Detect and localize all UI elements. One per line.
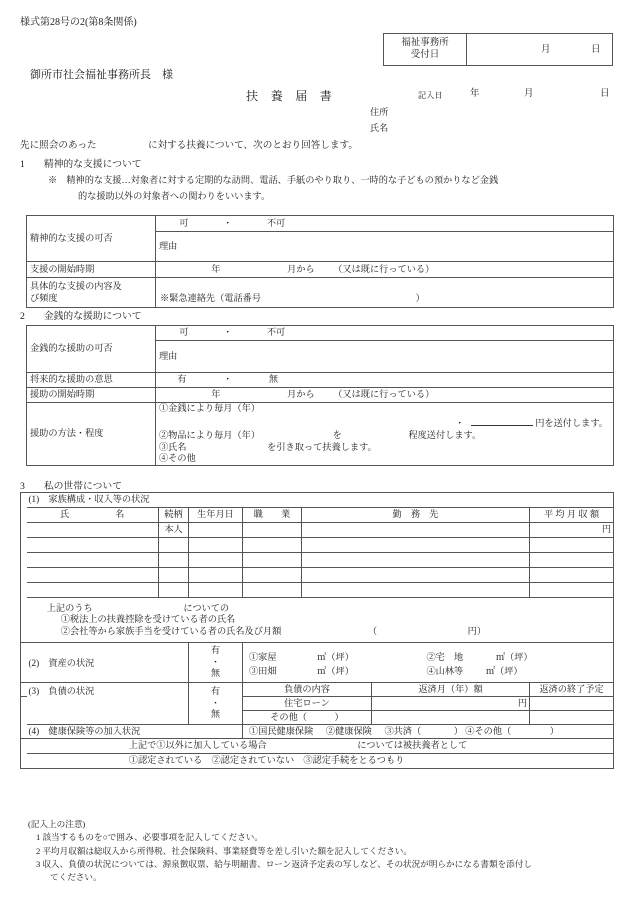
- emergency-contact-label: [160, 294, 425, 303]
- col-header-relation: 続柄: [159, 508, 189, 523]
- aid-method-3-tail: を引き取って扶養します。: [267, 441, 377, 452]
- aid-method-2-text: ②物品により毎月（年）: [159, 430, 261, 440]
- among-above-item2-paren: （: [367, 625, 378, 636]
- future-support-label: 将来的な援助の意思: [27, 373, 156, 388]
- start-year-label: 年: [211, 263, 221, 274]
- table-row: [21, 643, 614, 683]
- aid-method-1[interactable]: [159, 403, 610, 415]
- receipt-date-label-line1: 福祉事務所: [401, 37, 449, 48]
- debt-row1-amount[interactable]: 円: [372, 697, 530, 711]
- entry-date-label: 記入日: [418, 91, 443, 100]
- insurance-line3-text: ①認定されている ②認定されていない ③認定手続をとるつもり: [128, 755, 405, 766]
- cell-income[interactable]: [530, 583, 614, 598]
- table-row: [21, 725, 614, 739]
- entry-year-label: 年: [470, 89, 480, 99]
- col-header-birthdate: 生年月日: [189, 508, 243, 523]
- reason-label: 理由: [159, 240, 178, 251]
- cell-income[interactable]: [530, 538, 614, 553]
- aid-method-1-amount-line[interactable]: [159, 416, 610, 430]
- col-header-employer: 勤 務 先: [302, 508, 530, 523]
- section1-heading: [20, 160, 142, 170]
- table-row: [21, 739, 614, 754]
- cell-birthdate[interactable]: [189, 538, 243, 553]
- section3-heading: [20, 482, 122, 492]
- section1-number: 1: [20, 159, 25, 170]
- aid-method-label: 援助の方法・程度: [27, 403, 156, 466]
- aid-amount-dot: ・: [455, 417, 465, 428]
- spiritual-support-availability-label: 精神的な支援の可否: [27, 216, 156, 262]
- among-above-block[interactable]: [27, 598, 614, 643]
- cell-relation[interactable]: [159, 538, 189, 553]
- cell-job[interactable]: [243, 583, 302, 598]
- insurance-opt4[interactable]: ④その他（: [465, 725, 512, 736]
- insurance-line2-b: については被扶養者として: [357, 740, 468, 751]
- table-row: [27, 373, 614, 388]
- aid-method-3[interactable]: [159, 442, 610, 454]
- asset-land-label: ②宅 地: [426, 651, 464, 662]
- col-header-job: 職 業: [243, 508, 302, 523]
- aid-start-label: 援助の開始時期: [27, 388, 156, 403]
- support-detail-label-line2: び頻度: [30, 292, 58, 303]
- table-row: [27, 216, 614, 232]
- asset-house-label: ①家屋: [249, 651, 277, 662]
- future-dot: ・: [223, 374, 233, 385]
- cell-name[interactable]: [27, 553, 159, 568]
- section1-table: [26, 215, 614, 308]
- start-already-label[interactable]: （又は既に行っている）: [333, 263, 435, 274]
- choice-yes[interactable]: 可: [179, 327, 189, 338]
- footer-note-3: 3 収入、負債の状況については、源泉徴収票、給与明細書、ローン返済予定表の写しなど、その状況が明らかになる書類を添付し: [36, 858, 532, 869]
- aid-method-3-text: ③氏名: [159, 441, 187, 452]
- aid-start-cell[interactable]: [156, 388, 614, 403]
- sub1-title: (1) 家族構成・収入等の状況: [27, 493, 614, 508]
- emergency-contact-close: ）: [415, 292, 425, 303]
- future-no[interactable]: 無: [268, 374, 279, 385]
- cell-employer[interactable]: [302, 568, 530, 583]
- among-above-item2-text: ②会社等から家族手当を受けている者の氏名及び月額: [60, 625, 282, 636]
- insurance-line2-a: 上記で①以外に加入している場合: [128, 740, 267, 751]
- financial-support-availability-label: 金銭的な援助の可否: [27, 326, 156, 373]
- cell-job[interactable]: [243, 553, 302, 568]
- section1-note-line2: 的な援助以外の対象者への関わりをいいます。: [78, 191, 271, 201]
- insurance-options-cell[interactable]: [243, 725, 614, 739]
- table-row: [21, 754, 614, 769]
- cell-job[interactable]: [243, 523, 302, 538]
- aid-method-1-tail: 円を送付します。: [535, 417, 608, 428]
- insurance-opt3[interactable]: ③共済（: [384, 725, 422, 736]
- assets-detail-cell[interactable]: [243, 643, 614, 683]
- spiritual-support-choice-cell[interactable]: [156, 216, 614, 232]
- assets-yes[interactable]: 有: [210, 645, 221, 656]
- table-row: [21, 568, 614, 583]
- receipt-date-fields[interactable]: [467, 34, 612, 65]
- support-detail-label: [27, 278, 156, 308]
- cell-job[interactable]: [243, 568, 302, 583]
- cell-employer[interactable]: [302, 583, 530, 598]
- aid-method-cell[interactable]: [156, 403, 614, 466]
- footer-notes-title: (記入上の注意): [28, 819, 86, 829]
- debt-row2-amount[interactable]: [372, 711, 530, 725]
- debt-row1-content[interactable]: 住宅ローン: [243, 697, 372, 711]
- section3-number: 3: [20, 481, 25, 492]
- table-row: [21, 598, 614, 643]
- support-detail-cell[interactable]: [156, 278, 614, 308]
- asset-house-unit: ㎡（坪）: [317, 651, 354, 662]
- debt-row2-content[interactable]: その他（ ）: [243, 711, 372, 725]
- start-month-label: 月から: [287, 263, 315, 274]
- aid-method-4-text: ④その他: [159, 453, 196, 463]
- table-row: [21, 523, 614, 538]
- section1-title: 精神的な支援について: [43, 159, 142, 170]
- assets-yes-no-cell[interactable]: [189, 643, 243, 683]
- table-row: [21, 583, 614, 598]
- financial-support-choice-cell[interactable]: [156, 326, 614, 341]
- choice-no[interactable]: 不可: [266, 327, 286, 338]
- start-already-label[interactable]: （又は既に行っている）: [333, 389, 435, 400]
- among-above-item1-text: ①税法上の扶養控除を受けている者の氏名: [60, 614, 236, 625]
- assets-no[interactable]: 無: [210, 668, 221, 679]
- entry-month-label: 月: [524, 89, 534, 99]
- future-yes[interactable]: 有: [177, 374, 187, 385]
- debt-col-repayment: 返済月（年）額: [372, 683, 530, 697]
- cell-relation[interactable]: [159, 553, 189, 568]
- cell-name[interactable]: [27, 583, 159, 598]
- debt-col-end: 返済の終了予定: [530, 683, 614, 697]
- cell-name[interactable]: [27, 568, 159, 583]
- debt-row1-end[interactable]: [530, 697, 614, 711]
- among-above-item2-yen: 円）: [467, 625, 487, 636]
- cell-relation[interactable]: 本人: [159, 523, 189, 538]
- aid-amount-blank[interactable]: [471, 416, 533, 426]
- cell-job[interactable]: [243, 538, 302, 553]
- table-row: [21, 538, 614, 553]
- asset-field-unit: ㎡（坪）: [317, 666, 354, 676]
- sub2-title: (2) 資産の状況: [27, 643, 189, 683]
- footer-note-2: 2 平均月収額は総収入から所得税、社会保険料、事業経費等を差し引いた額を記入してください。: [36, 845, 412, 856]
- cell-employer[interactable]: [302, 553, 530, 568]
- cell-employer[interactable]: [302, 523, 530, 538]
- cell-birthdate[interactable]: [189, 583, 243, 598]
- debt-col-content: 負債の内容: [243, 683, 372, 697]
- table-row: [27, 262, 614, 278]
- table-row: [27, 388, 614, 403]
- emergency-contact-text: ※緊急連絡先（電話番号: [160, 292, 262, 303]
- table-row: [27, 326, 614, 341]
- name-label: 氏名: [370, 123, 389, 133]
- debt-dot: ・: [210, 697, 221, 708]
- start-year-label: 年: [211, 389, 221, 400]
- entry-day-label: 日: [600, 89, 610, 99]
- start-month-label: 月から: [287, 389, 315, 400]
- receipt-month-label: 月: [541, 45, 551, 55]
- section3-title: 私の世帯について: [43, 481, 122, 492]
- cell-birthdate[interactable]: [189, 568, 243, 583]
- choice-dot: ・: [223, 217, 233, 228]
- aid-method-2-wo: を: [332, 430, 342, 440]
- inquiry-prefix: 先に照会のあった: [20, 140, 97, 151]
- assets-row-2[interactable]: [249, 666, 611, 678]
- choice-dot: ・: [223, 327, 233, 338]
- table-row: [27, 278, 614, 308]
- asset-forest-unit: ㎡（坪）: [485, 666, 523, 676]
- debt-yes-no-cell[interactable]: [189, 683, 243, 725]
- choice-no[interactable]: 不可: [266, 217, 286, 228]
- cell-income[interactable]: [530, 553, 614, 568]
- section2-table: [26, 325, 614, 466]
- cell-employer[interactable]: [302, 538, 530, 553]
- cell-birthdate[interactable]: [189, 523, 243, 538]
- insurance-opt1[interactable]: ①国民健康保険: [249, 725, 314, 736]
- asset-field-label: ③田畑: [249, 666, 277, 676]
- insurance-opt2[interactable]: ②健康保険: [325, 725, 372, 736]
- table-row: [21, 493, 614, 508]
- aid-method-4[interactable]: [159, 453, 610, 465]
- assets-row-1[interactable]: [249, 652, 611, 664]
- debt-yes[interactable]: 有: [210, 686, 221, 697]
- aid-method-1-text: ①金銭により毎月（年）: [159, 403, 261, 413]
- inquiry-suffix: に対する扶養について、次のとおり回答します。: [148, 140, 358, 151]
- spiritual-support-reason-cell[interactable]: [156, 232, 614, 262]
- cell-relation[interactable]: [159, 583, 189, 598]
- among-above-line1: [33, 603, 612, 615]
- section2-heading: [20, 312, 142, 322]
- table-row: [21, 508, 614, 523]
- footer-note-3-cont: てください。: [50, 872, 102, 883]
- sub4-title: (4) 健康保険等の加入状況: [27, 725, 243, 739]
- insurance-opt4-close: ）: [549, 725, 559, 736]
- among-above-item2[interactable]: [33, 626, 612, 638]
- insurance-line2[interactable]: [27, 739, 614, 754]
- insurance-line3[interactable]: [27, 754, 614, 769]
- receipt-date-label: [384, 34, 467, 65]
- support-start-label: 支援の開始時期: [27, 262, 156, 278]
- form-code: 様式第28号の2(第8条関係): [20, 17, 137, 28]
- insurance-opt3-close: ）: [453, 725, 463, 736]
- table-row: [21, 683, 614, 697]
- choice-yes[interactable]: 可: [179, 217, 189, 228]
- sub3-title: (3) 負債の状況: [27, 683, 189, 725]
- cell-income[interactable]: [530, 568, 614, 583]
- asset-forest-label: ④山林等: [426, 666, 464, 676]
- asset-land-unit: ㎡（坪）: [495, 651, 533, 662]
- receipt-date-box: [383, 33, 613, 66]
- among-above-prefix: 上記のうち: [46, 602, 93, 613]
- table-row: [21, 553, 614, 568]
- cell-relation[interactable]: [159, 568, 189, 583]
- receipt-date-label-line2: 受付日: [410, 49, 440, 60]
- cell-income[interactable]: 円: [530, 523, 614, 538]
- section3-table: [20, 492, 614, 769]
- section2-title: 金銭的な援助について: [43, 311, 142, 322]
- section2-number: 2: [20, 311, 25, 322]
- col-header-income: 平 均 月 収 額: [530, 508, 614, 523]
- receipt-day-label: 日: [591, 45, 601, 55]
- reason-label: 理由: [159, 350, 178, 361]
- among-above-suffix: についての: [183, 602, 230, 613]
- footer-note-1: 1 該当するものを○で囲み、必要事項を記入してください。: [36, 832, 263, 843]
- future-support-cell[interactable]: [156, 373, 614, 388]
- assets-dot: ・: [210, 656, 221, 667]
- support-start-cell[interactable]: [156, 262, 614, 278]
- col-header-name: 氏 名: [27, 508, 159, 523]
- among-above-item1[interactable]: [33, 614, 612, 626]
- table-row: [27, 403, 614, 466]
- aid-method-2[interactable]: [159, 430, 610, 442]
- document-title: 扶養届書: [246, 89, 345, 103]
- debt-no[interactable]: 無: [210, 709, 221, 720]
- financial-support-reason-cell[interactable]: [156, 341, 614, 373]
- section1-note-line1: ※ 精神的な支援…対象者に対する定期的な訪問、電話、手紙のやり取り、一時的な子どもの預かりなど金銭: [48, 175, 499, 185]
- footer-notes: [28, 818, 532, 885]
- debt-row2-end[interactable]: [530, 711, 614, 725]
- addressee: 御所市社会福祉事務所長 様: [30, 69, 173, 81]
- cell-birthdate[interactable]: [189, 553, 243, 568]
- cell-name[interactable]: [27, 523, 159, 538]
- aid-method-2-tail: 程度送付します。: [408, 430, 482, 440]
- address-label: 住所: [370, 107, 389, 117]
- cell-name[interactable]: [27, 538, 159, 553]
- support-detail-label-line1: 具体的な支援の内容及: [30, 281, 122, 291]
